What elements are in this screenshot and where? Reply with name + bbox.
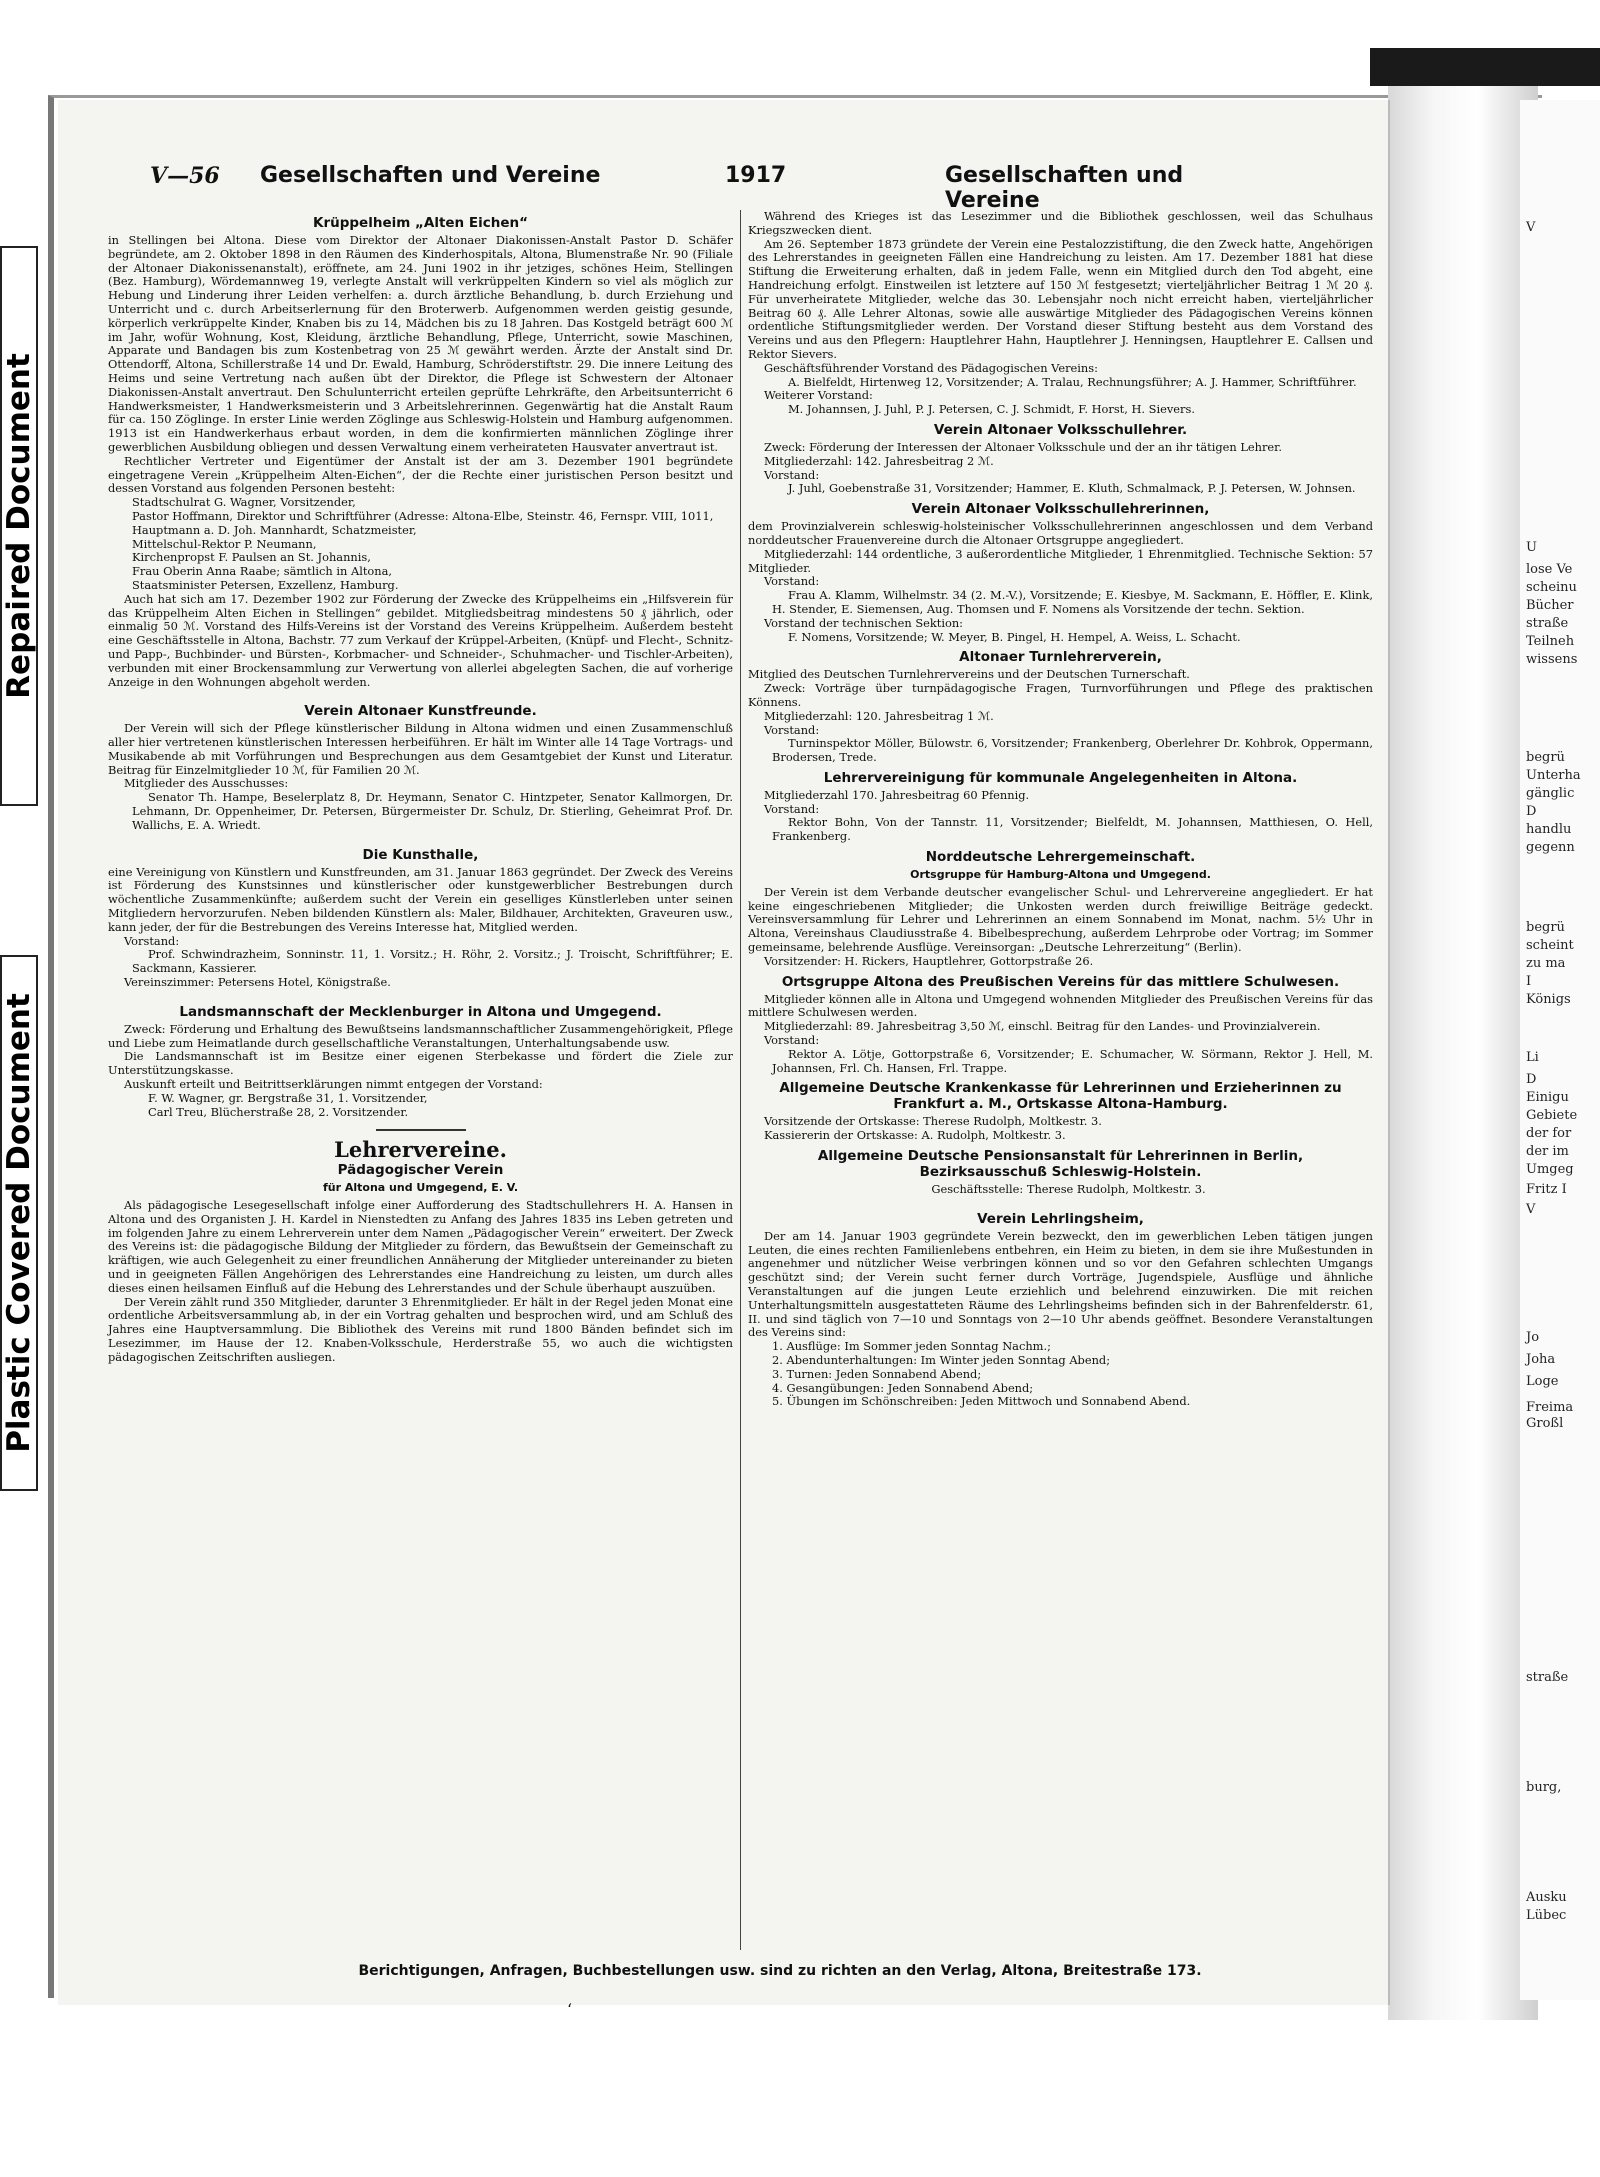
next-page-text-fragment: Gebiete — [1526, 1108, 1578, 1123]
list-item: Frau Oberin Anna Raabe; sämtlich in Altona, — [132, 564, 393, 579]
section-title: Verein Lehrlingsheim, — [977, 1210, 1144, 1227]
column-divider — [740, 210, 741, 1950]
next-page-text-fragment: Loge — [1526, 1374, 1559, 1389]
next-page-text-fragment: Einigu — [1526, 1090, 1569, 1105]
next-page-text-fragment: I — [1526, 974, 1532, 989]
section-title: Norddeutsche Lehrergemeinschaft. — [925, 849, 1196, 866]
section-rule — [376, 1129, 466, 1131]
next-page-text-fragment: straße — [1526, 616, 1569, 631]
paragraph: Geschäftsstelle: Therese Rudolph, Moltkestr. 3. — [931, 1182, 1206, 1197]
paragraph: Prof. Schwindrazheim, Sonninstr. 11, 1. Vorsitz.; H. Röhr, 2. Vorsitz.; J. Troischt, Schriftführer; E. Sackmann, Kassierer. — [132, 947, 733, 976]
section-subtitle: Ortsgruppe für Hamburg-Altona und Umgegend. — [910, 868, 1211, 882]
section-title: Altonaer Turnlehrerverein, — [959, 649, 1162, 666]
next-page-text-fragment: scheinu — [1526, 580, 1577, 595]
paragraph: Zweck: Förderung der Interessen der Altonaer Volksschule und der an ihr tätigen Lehrer. — [764, 439, 1282, 454]
list-item: 1. Ausflüge: Im Sommer jeden Sonntag Nachm.; — [772, 1339, 1051, 1354]
paragraph: Mitgliederzahl: 120. Jahresbeitrag 1 ℳ. — [764, 708, 994, 723]
left-column — [108, 210, 733, 1365]
paragraph: F. W. Wagner, gr. Bergstraße 31, 1. Vorsitzender, — [148, 1090, 428, 1105]
book-spine — [1388, 60, 1538, 2020]
header-year: 1917 — [725, 163, 787, 188]
next-page-text-fragment: D — [1526, 804, 1537, 819]
paragraph: Mitgliederzahl: 142. Jahresbeitrag 2 ℳ. — [764, 453, 994, 468]
paragraph: Die Landsmannschaft ist im Besitze einer eigenen Sterbekasse und fördert die Ziele zur Unterstützungskasse. — [108, 1049, 733, 1078]
ink-mark: ʻ — [567, 2000, 573, 2019]
next-page-text-fragment: begrü — [1526, 920, 1565, 935]
list-item: Stadtschulrat G. Wagner, Vorsitzender, — [132, 495, 356, 510]
next-page-text-fragment: D — [1526, 1072, 1537, 1087]
section-title: Verein Altonaer Volksschullehrer. — [933, 421, 1188, 438]
paragraph: Vorsitzende der Ortskasse: Therese Rudolph, Moltkestr. 3. — [764, 1114, 1102, 1129]
next-page-text-fragment: Teilneh — [1526, 634, 1575, 649]
board-member-list — [108, 496, 733, 593]
next-page-text-fragment: Großl — [1526, 1416, 1564, 1431]
list-item: 2. Abendunterhaltungen: Im Winter jeden Sonntag Abend; — [772, 1353, 1111, 1367]
next-page-text-fragment: der for — [1526, 1126, 1572, 1141]
section-subtitle: für Altona und Umgegend, E. V. — [323, 1181, 518, 1195]
header-left-title: Gesellschaften und Vereine — [260, 163, 601, 188]
plastic-covered-document-label: Plastic Covered Document — [1, 993, 38, 1453]
next-page-text-fragment: gänglic — [1526, 786, 1575, 801]
paragraph: Mitglieder des Ausschusses: — [124, 776, 289, 791]
paragraph: Rechtlicher Vertreter und Eigentümer der Anstalt ist der am 3. Dezember 1901 begründete eingetragene Verein „Krüppelheim Alten-Eichen“, der die Rechte einer juristischen Person besitzt und dessen Vorstand aus folgenden Personen besteht: — [108, 453, 733, 496]
next-page-text-fragment: Fritz I — [1526, 1182, 1567, 1197]
paragraph: F. Nomens, Vorsitzende; W. Meyer, B. Pingel, H. Hempel, A. Weiss, L. Schacht. — [788, 629, 1241, 644]
list-item: 4. Gesangübungen: Jeden Sonnabend Abend; — [772, 1380, 1034, 1395]
right-column — [748, 210, 1373, 1409]
next-page-text-fragment: Freima — [1526, 1400, 1574, 1415]
page-footer: Berichtigungen, Anfragen, Buchbestellungen usw. sind zu richten an den Verlag, Altona, Breitestraße 173. — [358, 1963, 1202, 1979]
next-page-text-fragment: Lübec — [1526, 1908, 1567, 1923]
list-item: 5. Übungen im Schönschreiben: Jeden Mittwoch und Sonnabend Abend. — [772, 1394, 1191, 1409]
section-title: Verein Altonaer Volksschullehrerinnen, — [911, 501, 1210, 518]
paragraph: Vorstand der technischen Sektion: — [764, 615, 964, 630]
paragraph: Mitgliederzahl: 89. Jahresbeitrag 3,50 ℳ, einschl. Beitrag für den Landes- und Provinzialverein. — [764, 1019, 1321, 1034]
header-right-title: Gesellschaften und Vereine — [945, 163, 1184, 213]
page-number: V—56 — [150, 163, 220, 189]
next-page-text-fragment: Ausku — [1526, 1890, 1567, 1905]
paragraph: Vorstand: — [764, 467, 820, 482]
section-title: Landsmannschaft der Mecklenburger in Altona und Umgegend. — [179, 1003, 662, 1020]
next-page-text-fragment: U — [1526, 540, 1537, 555]
list-item: Pastor Hoffmann, Direktor und Schriftführer (Adresse: Altona-Elbe, Steinstr. 46, Fernspr. VIII, 1011, — [132, 508, 714, 523]
next-page-text-fragment: Königs — [1526, 992, 1571, 1007]
paragraph: Mitgliederzahl: 144 ordentliche, 3 außerordentliche Mitglieder, 1 Ehrenmitglied. Technische Sektion: 57 Mitglieder. — [748, 546, 1373, 575]
paragraph: Frau A. Klamm, Wilhelmstr. 34 (2. M.-V.), Vorsitzende; E. Kiesbye, M. Sackmann, E. Höffler, E. Klink, H. Stender, E. Siemensen, Aug. Thomsen und F. Nomens als Vorsitzende der techn. Sektion. — [772, 588, 1373, 616]
next-page-text-fragment: zu ma — [1526, 956, 1566, 971]
next-page-text-fragment: Joha — [1526, 1352, 1556, 1367]
paragraph: Vorsitzender: H. Rickers, Hauptlehrer, Gottorpstraße 26. — [764, 953, 1094, 968]
list-item: Mittelschul-Rektor P. Neumann, — [132, 536, 317, 551]
paragraph: Vorstand: — [764, 801, 820, 816]
next-page-text-fragment: handlu — [1526, 822, 1572, 837]
paragraph: Geschäftsführender Vorstand des Pädagogischen Vereins: — [764, 360, 1098, 375]
next-page-fragment — [1520, 100, 1600, 2000]
paragraph: dem Provinzialverein schleswig-holsteinischer Volksschullehrerinnen angeschlossen und dem Verband norddeutscher Frauenvereine durch die Altonaer Ortsgruppe angegliedert. — [748, 519, 1373, 547]
paragraph: Rektor Bohn, Von der Tannstr. 11, Vorsitzender; Bielfeldt, M. Johannsen, Matthiesen, O. Hell, Frankenberg. — [772, 815, 1373, 844]
paragraph: Carl Treu, Blücherstraße 28, 2. Vorsitzender. — [148, 1104, 409, 1119]
paragraph: Am 26. September 1873 gründete der Verein eine Pestalozzistiftung, die den Zweck hatte, Angehörigen des Lehrerstandes in geeigneten Fällen eine Handreichung zu leisten. Am 17. Dezember 1881 hat diese Stiftung die Erweiterung erhalten, daß in jedem Falle, wenn ein Mitglied durch den Tod abgeht, eine Handreichung erfolgt. Einstweilen ist letztere auf 150 ℳ festgesetzt; vierteljährlicher Beitrag 1 ℳ 20 ₰. Für unverheiratete Mitglieder, welche das 30. Lebensjahr noch nicht erreicht haben, vierteljährlicher Beitrag 60 ₰. Alle Lehrer Altonas, sowie alle auswärtige Mitglieder des Pädagogischen Vereins können ordentliche Stiftungsmitglieder werden. Der Vorstand dieser Stiftung besteht aus dem Vorstand des Vereins und aus den Pflegern: Hauptlehrer Hahn, Hauptlehrer J. Henningsen, Hauptlehrer E. Callsen und Rektor Sievers. — [748, 236, 1373, 361]
paragraph: eine Vereinigung von Künstlern und Kunstfreunden, am 31. Januar 1863 gegründet. Der Zweck des Vereins ist Förderung des Kunstsinnes und künstlerischer oder kunstgewerblicher Bestrebungen durch wöchentliche Zusammenkünfte; außerdem sucht der Verein ein geselliges Künstlerleben unter seinen Mitgliedern hervorzurufen. Neben bildenden Künstlern als: Maler, Bildhauer, Architekten, Graveuren usw., kann jeder, der für die Bestrebungen des Vereins Interesse hat, Mitglied werden. — [108, 864, 733, 934]
paragraph: Senator Th. Hampe, Beselerplatz 8, Dr. Heymann, Senator C. Hintzpeter, Senator Kallmorgen, Dr. Lehmann, Dr. Oppenheimer, Dr. Petersen, Bürgermeister Dr. Schulz, Dr. Stierling, Geheimrat Prof. Dr. Wallichs, E. A. Wriedt. — [132, 790, 733, 832]
next-page-text-fragment: burg, — [1526, 1780, 1562, 1795]
paragraph: Kassiererin der Ortskasse: A. Rudolph, Moltkestr. 3. — [764, 1128, 1066, 1143]
paragraph: Auskunft erteilt und Beitrittserklärungen nimmt entgegen der Vorstand: — [124, 1077, 543, 1092]
next-page-text-fragment: wissens — [1526, 652, 1578, 667]
list-item: 3. Turnen: Jeden Sonnabend Abend; — [772, 1366, 982, 1381]
list-item: Kirchenpropst F. Paulsen an St. Johannis, — [132, 550, 371, 565]
section-title: Allgemeine Deutsche Pensionsanstalt für Lehrerinnen in Berlin, Bezirksausschuß Schleswig-Holstein. — [817, 1148, 1304, 1181]
paragraph: Der am 14. Januar 1903 gegründete Verein bezweckt, den im gewerblichen Leben tätigen jungen Leuten, die eines rechten Familienlebens entbehren, ein Heim zu bieten, in dem sie ihre Mußestunden in angenehmer und nützlicher Weise verbringen können und so vor den Gefahren schlechten Umgangs geschützt sind; der Verein sucht ferner durch Vorträge, Jugendspiele, Ausflüge und ähnliche Veranstaltungen auf die jungen Leute erziehlich und belehrend einzuwirken. Die mit reichen Unterhaltungsmitteln ausgestatteten Räume des Lehrlingsheims befinden sich in der Bahrenfelderstr. 61, II. und sind täglich von 7—10 und Sonntags von 2—10 Uhr abends geöffnet. Besondere Veranstaltungen des Vereins sind: — [748, 1228, 1373, 1340]
paragraph: Der Verein zählt rund 350 Mitglieder, darunter 3 Ehrenmitglieder. Er hält in der Regel jeden Monat eine ordentliche Arbeitsversammlung ab, in der ein Vortrag gehalten und besprochen wird, und am Schluß des Jahres eine Hauptversammlung. Die Bibliothek des Vereins mit rund 1800 Bänden befindet sich im Lesezimmer, im Hause der 12. Knaben-Volksschule, Herderstraße 55, wo auch die wichtigsten pädagogischen Zeitschriften ausliegen. — [108, 1294, 733, 1364]
paragraph: Zweck: Vorträge über turnpädagogische Fragen, Turnvorführungen und Pflege des praktischen Könnens. — [748, 681, 1373, 709]
paragraph: Der Verein ist dem Verbande deutscher evangelischer Schul- und Lehrervereine angegliedert. Er hat keine eingeschriebenen Mitglieder; die Unkosten werden durch freiwillige Beiträge gedeckt. Vereinsversammlung für Lehrer und Lehrerinnen an einem Sonnabend im Monat, nachm. 5½ Uhr in Altona, Vereinshaus Claudiusstraße 4. Bibelbesprechung, außerdem Lehrprobe oder Vortrag; im Sommer gemeinsame, belehrende Ausflüge. Vereinsorgan: „Deutsche Lehrerzeitung“ (Berlin). — [748, 884, 1373, 955]
plastic-covered-document-tab — [0, 955, 38, 1491]
paragraph: Zweck: Förderung und Erhaltung des Bewußtseins landsmannschaftlicher Zusammengehörigkeit, Pflege und Liebe zum Heimatlande durch gesellschaftliche Veranstaltungen, Unterhaltungsabende usw. — [108, 1021, 733, 1050]
paragraph: Turninspektor Möller, Bülowstr. 6, Vorsitzender; Frankenberg, Oberlehrer Dr. Kohbrok, Oppermann, Brodersen, Trede. — [772, 736, 1373, 765]
paragraph: Vorstand: — [764, 574, 820, 589]
next-page-text-fragment: Bücher — [1526, 598, 1574, 613]
list-item: Hauptmann a. D. Joh. Mannhardt, Schatzmeister, — [132, 522, 417, 537]
events-list — [748, 1340, 1373, 1409]
paragraph: Als pädagogische Lesegesellschaft infolge einer Aufforderung des Stadtschullehrers H. A. Hansen in Altona und des Organisten J. H. Kardel in Nienstedten zu Anfang des Jahres 1835 ins Leben getreten und im folgenden Jahre zu einem Lehrerverein unter dem Namen „Pädagogischer Verein“ erweitert. Der Zweck des Vereins ist: die pädagogische Bildung der Mitglieder zu fördern, das Bewußtsein der Gemeinschaft zu kräftigen, wie auch Gelegenheit zu einer freundlichen Annäherung der Mitglieder untereinander zu bieten und in geeigneten Fällen Angehörigen des Lehrerstandes eine Handreichung zu leisten, um durch alles dieses einen heilsamen Einfluß auf die Hebung des Lehrerstandes und der Schule überhaupt auszuüben. — [108, 1198, 733, 1295]
paragraph: J. Juhl, Goebenstraße 31, Vorsitzender; Hammer, E. Kluth, Schmalmack, P. J. Petersen, W. Johnsen. — [788, 481, 1356, 496]
paragraph: Weiterer Vorstand: — [764, 388, 873, 403]
repaired-document-label: Repaired Document — [1, 353, 37, 699]
next-page-text-fragment: Li — [1526, 1050, 1539, 1065]
paragraph: Vorstand: — [764, 722, 820, 737]
scan-shadow — [1370, 48, 1600, 86]
section-title: Die Kunsthalle, — [362, 846, 479, 863]
paragraph: Rektor A. Lötje, Gottorpstraße 6, Vorsitzender; E. Schumacher, W. Sörmann, Rektor J. Hell, M. Johannsen, Frl. Ch. Hansen, Frl. Trappe. — [772, 1046, 1373, 1075]
section-title: Ortsgruppe Altona des Preußischen Vereins für das mittlere Schulwesen. — [781, 973, 1340, 990]
next-page-text-fragment: Jo — [1526, 1330, 1540, 1345]
next-page-text-fragment: der im — [1526, 1144, 1569, 1159]
paragraph: Vorstand: — [764, 1033, 820, 1048]
next-page-text-fragment: Umgeg — [1526, 1162, 1574, 1177]
next-page-text-fragment: scheint — [1526, 938, 1574, 953]
paragraph: Mitglied des Deutschen Turnlehrervereins und der Deutschen Turnerschaft. — [748, 667, 1190, 682]
repaired-document-tab — [0, 246, 38, 806]
paragraph: Vorstand: — [124, 933, 180, 948]
paragraph: Vereinszimmer: Petersens Hotel, Königstraße. — [124, 975, 391, 990]
section-title: Pädagogischer Verein — [337, 1162, 504, 1179]
paragraph: M. Johannsen, J. Juhl, P. J. Petersen, C. J. Schmidt, F. Horst, H. Sievers. — [788, 402, 1195, 417]
page-header — [150, 163, 1250, 213]
next-page-text-fragment: V — [1526, 220, 1536, 235]
next-page-text-fragment: lose Ve — [1526, 562, 1573, 577]
paragraph: Der Verein will sich der Pflege künstlerischer Bildung in Altona widmen und einen Zusammenschluß aller hier vertretenen künstlerischen Interessen herbeiführen. Er hält im Winter alle 14 Tage Vortrags- und Musikabende ab mit Vorführungen und Besprechungen aus dem Gesamtgebiet der Kunst und Literatur. Beitrag für Einzelmitglieder 10 ℳ, für Familien 20 ℳ. — [108, 721, 733, 777]
next-page-text-fragment: begrü — [1526, 750, 1565, 765]
section-title: Krüppelheim „Alten Eichen“ — [313, 215, 528, 231]
next-page-text-fragment: straße — [1526, 1670, 1569, 1685]
section-title: Lehrervereinigung für kommunale Angelegenheiten in Altona. — [823, 769, 1298, 786]
list-item: Staatsminister Petersen, Exzellenz, Hamburg. — [132, 577, 399, 592]
paragraph: Mitglieder können alle in Altona und Umgegend wohnenden Mitglieder des Preußischen Vereins für das mittlere Schulwesen werden. — [748, 991, 1373, 1020]
paragraph: A. Bielfeldt, Hirtenweg 12, Vorsitzender; A. Tralau, Rechnungsführer; A. J. Hammer, Schriftführer. — [788, 374, 1357, 389]
paragraph: Mitgliederzahl 170. Jahresbeitrag 60 Pfennig. — [764, 787, 1030, 802]
next-page-text-fragment: Unterha — [1526, 768, 1581, 783]
paragraph: in Stellingen bei Altona. Diese vom Direktor der Altonaer Diakonissen-Anstalt Pastor D. Schäfer begründete, am 2. Oktober 1898 in den Räumen des Kinderhospitals, Altona, Blumenstraße Nr. 90 (Filiale der Altonaer Diakonissenanstalt), eröffnete, am 24. Juni 1902 in ihr jetziges, schönes Heim, Stellingen (Bez. Hamburg), Wördemannweg 19, verlegte Anstalt will verkrüppelten Kindern so viel als möglich zur Hebung und Linderung ihrer Leiden verhelfen: a. durch ärztliche Behandlung, b. durch Erziehung und Unterricht und c. durch Arbeitserlernung für den Broterwerb. Aufgenommen werden geistig gesunde, körperlich verkrüppelte Kinder, Knaben bis zu 14, Mädchen bis zu 18 Jahren. Das Kostgeld beträgt 600 ℳ im Jahr, wofür Wohnung, Kost, Kleidung, ärztliche Behandlung, Pflege, Unterricht, sowie Maschinen, Apparate und Bandagen bis zum Kostenbetrag von 25 ℳ gewährt werden. Ärzte der Anstalt sind Dr. Ottendorff, Altona, Schillerstraße 14 und Dr. Ewald, Hamburg, Schröderstiftstr. 29. Die innere Leitung des Heims und seine Vertretung nach außen übt der Direktor, die Pflege ist Schwestern der Altonaer Diakonissen-Anstalt anvertraut. Den Schulunterricht erteilen geprüfte Lehrkräfte, den Arbeitsunterricht 6 Handwerksmeister, 1 Handwerksmeisterin und 3 Arbeitslehrerinnen. Gegenwärtig hat die Anstalt Raum für ca. 150 Zöglinge. In erster Linie werden Zöglinge aus Schleswig-Holstein und Hamburg aufgenommen. 1913 ist ein Handwerkerhaus erbaut worden, in dem die konfirmierten männlichen Zöglinge ihrer gewerblichen Ausbildung obliegen und dessen Verwaltung einem verheirateten Hausvater anvertraut ist. — [108, 233, 733, 454]
next-page-text-fragment: V — [1526, 1202, 1536, 1217]
next-page-text-fragment: gegenn — [1526, 840, 1575, 855]
section-title: Allgemeine Deutsche Krankenkasse für Lehrerinnen und Erzieherinnen zu Frankfurt a. M., Ortskasse Altona-Hamburg. — [779, 1080, 1342, 1113]
paragraph: Auch hat sich am 17. Dezember 1902 zur Förderung der Zwecke des Krüppelheims ein „Hilfsverein für das Krüppelheim Alten Eichen in Stellingen“ gebildet. Mitgliedsbeitrag mindestens 50 ₰ jährlich, oder einmalig 50 ℳ. Vorstand des Hilfs-Vereins ist der Vorstand des Vereins Krüppelheim. Außerdem besteht eine Geschäftsstelle in Altona, Bachstr. 77 zum Verkauf der Krüppel-Arbeiten, (Knüpf- und Flecht-, Schnitz- und Papp-, Buchbinder- und Bürsten-, Korbmacher- und Schneider-, Schuhmacher- und Tischler-Arbeiten), verbunden mit einer Brockensammlung zur Verwertung von allerlei abgelegten Sachen, die auf vorherige Anzeige in den Wohnungen abgeholt werden. — [108, 591, 733, 689]
chapter-heading: Lehrervereine. — [334, 1137, 507, 1163]
section-title: Verein Altonaer Kunstfreunde. — [304, 703, 537, 720]
paragraph: Während des Krieges ist das Lesezimmer und die Bibliothek geschlossen, weil das Schulhaus Kriegszwecken dient. — [748, 209, 1373, 237]
